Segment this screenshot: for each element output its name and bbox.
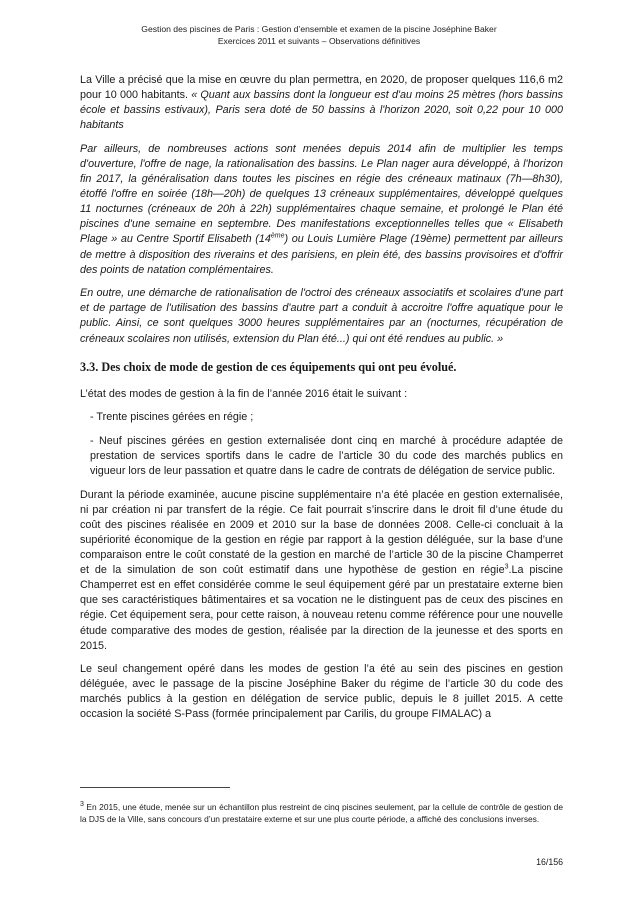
paragraph-5-part-a: Durant la période examinée, aucune piscine supplémentaire n’a été placée en gestion externalisée, ni par création ni par transfert de la régie. Ce fait pourrait s’inscrire dans le droit fil d’une étude du coût des piscines réalisée en 2009 et 2010 sur la base de données 2008. Celle-ci concluait à la supériorité économique de la gestion en régie par rapport à la gestion déléguée, sur la base d’une comparaison entre le coût constaté de la gestion en marché de l’article 30 de la piscine Champerret et de la simulation de son coût estimatif dans une hypothèse de gestion en régie	[80, 488, 563, 577]
footnote	[80, 801, 563, 826]
paragraph-2-part-a: Par ailleurs, de nombreuses actions sont menées depuis 2014 afin de multiplier les temps d'ouverture, l'offre de nage, la rationalisation des bassins. Le Plan nager aura développé, à l'horizon fin 2017, la généralisation dans toutes les piscines en régie des créneaux matinaux (7h—8h30), étoffé l'offre en soirée (18h—20h) de quelques 13 créneaux supplémentaires, développé quelques 11 nocturnes (créneaux de 20h à 22h) supplémentaires chaque semaine, et prolongé le Plan été piscines d'une semaine en septembre. Des manifestations exceptionnelles telles que « Elisabeth Plage » au Centre Sportif Elisabeth (14	[80, 142, 563, 246]
footnote-marker: 3	[80, 801, 84, 809]
paragraph-1-quote: « Quant aux bassins dont la longueur est d'au moins 25 mètres (hors bassins école et bassins estivaux), Paris sera doté de 50 bassins à l'horizon 2020, soit 0,22 pour 10 000 habitants	[80, 89, 563, 132]
header-subtitle: Exercices 2011 et suivants – Observations définitives	[217, 35, 421, 46]
page-number: 16/156	[536, 857, 563, 867]
list-item-2: - Neuf piscines gérées en gestion externalisée dont cinq en marché à procédure adaptée de prestation de services sportifs dans le cadre de l’article 30 du code des marchés publics en vigueur lors de leur passation et quatre dans le cadre de contrats de délégation de service public.	[90, 434, 563, 478]
running-header	[60, 24, 578, 47]
section-heading: 3.3. Des choix de mode de gestion de ces équipements qui ont peu évolué.	[80, 359, 457, 374]
paragraph-5-part-b: .La piscine Champerret est en effet considérée comme le seul équipement géré par un prestataire externe bien que ses caractéristiques bâtimentaires et sa vocation ne le distinguent pas de ceux des piscines en régie. Cet équipement sera, pour cette raison, à nouveau retenu comme référence pour une nouvelle étude comparative des modes de gestion, réalisée par la direction de la jeunesse et des sports en 2015.	[80, 564, 563, 652]
paragraph-2-superscript: ème	[270, 232, 285, 240]
body-text	[80, 73, 563, 731]
paragraph-4: L’état des modes de gestion à la fin de l’année 2016 était le suivant :	[80, 387, 408, 400]
paragraph-2-part-b: ) ou Louis Lumière Plage (19ème) permettent par ailleurs de mettre à disposition des riverains et des parisiens, en plein été, des bassins provisoires et d'offrir des points de natation complémentaires.	[80, 233, 563, 276]
paragraph-6: Le seul changement opéré dans les modes de gestion l’a été au sein des piscines en gestion déléguée, avec le passage de la piscine Joséphine Baker du régime de l’article 30 du code des marchés publics à la gestion en délégation de service public, depuis le 8 juillet 2015. A cette occasion la société S-Pass (formée principalement par Carilis, du groupe FIMALAC) a	[80, 663, 563, 721]
footnote-separator	[80, 787, 230, 788]
paragraph-5	[80, 488, 563, 654]
paragraph-1	[80, 73, 563, 133]
paragraph-1-plain: La Ville a précisé que la mise en œuvre du plan permettra, en 2020, de proposer quelques 116,6 m2 pour 10 000 habitants.	[80, 74, 563, 102]
footnote-reference: 3	[504, 563, 509, 571]
list-item-1: - Trente piscines gérées en régie ;	[90, 411, 254, 424]
header-title: Gestion des piscines de Paris : Gestion d’ensemble et examen de la piscine Joséphine Baker	[141, 24, 497, 34]
footnote-text: En 2015, une étude, menée sur un échantillon plus restreint de cinq piscines seulement, par la cellule de contrôle de gestion de la DJS de la Ville, sans concours d’un prestataire externe et sur une plus courte période, a affiché des conclusions inverses.	[80, 802, 563, 825]
paragraph-2	[80, 142, 563, 278]
paragraph-3: En outre, une démarche de rationalisation de l'octroi des créneaux associatifs et scolaires d'une part et de partage de l'utilisation des bassins d'autre part a conduit à accroitre l'offre aquatique pour le public. Ainsi, ce sont quelques 3000 heures supplémentaires par an (nocturnes, récupération de créneaux scolaires non utilisés, extension du Plan été...) qui ont été rendues au public. »	[80, 287, 563, 345]
